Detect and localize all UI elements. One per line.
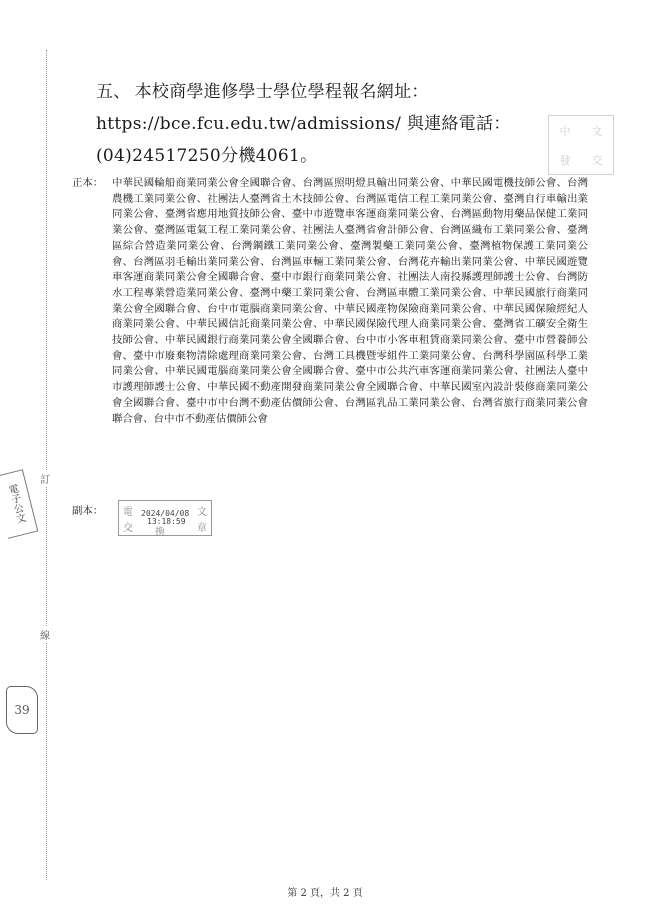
stamp-time: 13:18:59: [147, 517, 186, 526]
faint-exchange-stamp: 中 文 發 交: [548, 115, 614, 175]
copy-row: [72, 502, 112, 517]
binding-margin-line: [46, 50, 47, 880]
electronic-document-seal: 電子公文: [0, 469, 38, 539]
page-seal-stamp: 39: [6, 686, 38, 734]
item-five-text: 本校商學進修學士學位學程報名網址：https://bce.fcu.edu.tw/admissions/ 與連絡電話：(04)24517250分機4061。: [96, 82, 511, 166]
binding-mark-xian: 線: [40, 626, 50, 643]
distribution-list: [72, 176, 588, 427]
document-exchange-stamp: 電 交 文 章 換 2024/04/08 13:18:59: [118, 500, 212, 536]
item-number: 五、: [96, 82, 131, 102]
distribution-recipients: 中華民國輪船商業同業公會全國聯合會、台灣區照明燈具輸出同業公會、中華民國電機技師公會、台灣農機工業同業公會、社團法人臺灣省土木技師公會、台灣區電信工程工業同業公會、臺灣自行車輸出業同業公會、臺灣省應用地質技師公會、臺中市遊覽車客運商業同業公會、台灣區動物用藥品保健工業同業公會、臺灣區電氣工程工業同業公會、社團法人臺灣省會計師公會、台灣區織布工業同業公會、臺灣區綜合營造業同業公會、台灣鋼鐵工業同業公會、臺灣製藥工業同業公會、臺灣植物保護工業同業公會、台灣區羽毛輸出業同業公會、台灣區車輛工業同業公會、台灣花卉輸出業同業公會、中華民國遊覽車客運商業同業公會全國聯合會、臺中市銀行商業同業公會、社團法人南投縣護理師護士公會、台灣防水工程專業營造業同業公會、臺灣中藥工業同業公會、台灣區車體工業同業公會、中華民國旅行商業同業公會全國聯合會、台中市電腦商業同業公會、中華民國產物保險商業同業公會、中華民國保險經紀人商業同業公會、中華民國信託商業同業公會、中華民國保險代理人商業同業公會、臺灣省工礦安全衛生技師公會、中華民國銀行商業同業公會全國聯合會、台中市小客車租賃商業同業公會、臺中市營養師公會、臺中市廢棄物清除處理商業同業公會、台灣工具機暨零組件工業同業公會、台灣科學園區科學工業同業公會、中華民國電腦商業同業公會全國聯合會、臺中市公共汽車客運商業同業公會、社團法人臺中市護理師護士公會、中華民國不動產開發商業同業公會全國聯合會、中華民國室內設計裝修商業同業公會全國聯合會、臺中市中台灣不動產估價師公會、台灣區乳品工業同業公會、台灣省旅行商業同業公會聯合會、台中市不動產估價師公會: [112, 177, 588, 425]
binding-mark-ding: 訂: [40, 470, 50, 487]
page-footer: 第 2 頁，共 2 頁: [287, 888, 363, 899]
stamp-date: 2024/04/08: [141, 509, 190, 518]
item-five-paragraph: [96, 76, 572, 172]
copy-label: 副本：: [72, 505, 104, 517]
distribution-label: 正本：: [72, 177, 104, 189]
